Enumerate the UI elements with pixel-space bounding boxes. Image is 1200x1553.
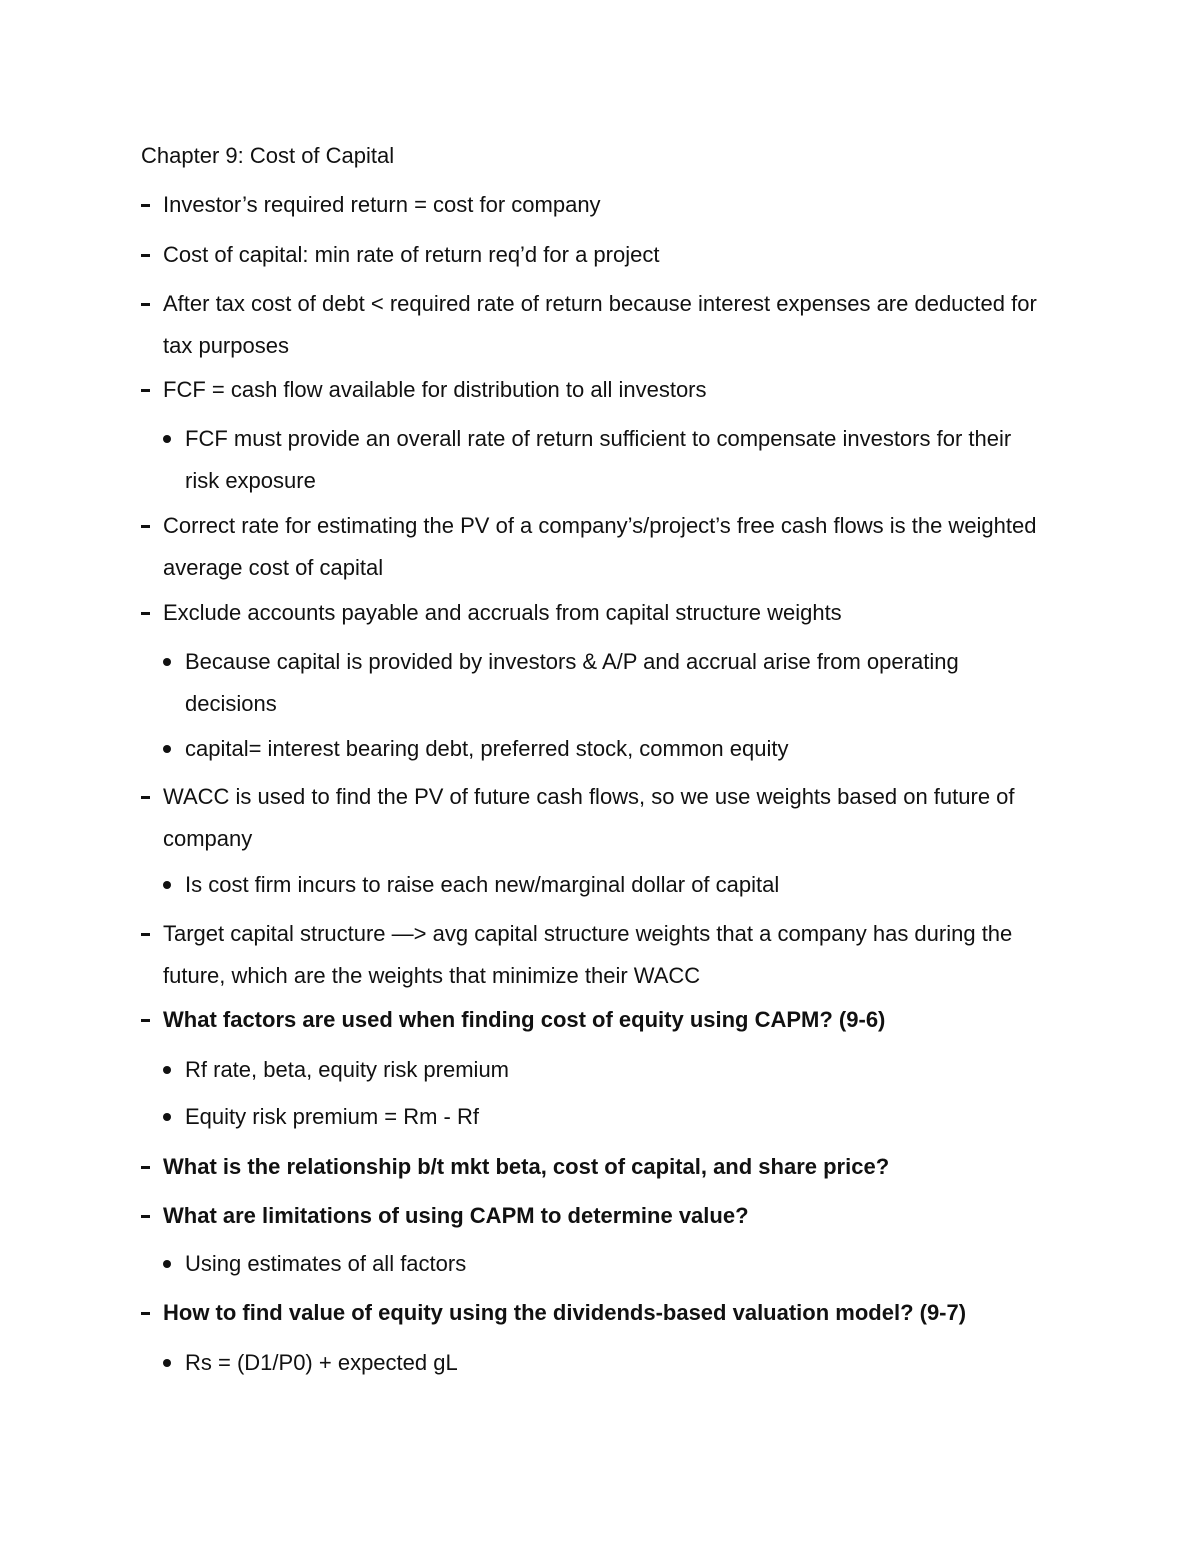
list-item-text: Rs = (D1/P0) + expected gL — [185, 1350, 458, 1375]
list-item — [141, 369, 1051, 411]
dot-bullet — [163, 1342, 185, 1384]
list-item-text: Using estimates of all factors — [185, 1251, 467, 1276]
dash-bullet — [141, 999, 163, 1041]
question-item — [141, 999, 1051, 1041]
question-item — [141, 1195, 1051, 1237]
list-item-text: FCF must provide an overall rate of return sufficient to compensate investors for their risk exposure — [185, 426, 1012, 493]
dot-bullet — [163, 1096, 185, 1138]
list-item — [141, 234, 1051, 276]
sub-list-item — [163, 641, 1051, 725]
dash-bullet — [141, 1292, 163, 1334]
sub-list-item — [163, 1342, 1051, 1384]
dot-bullet — [163, 1243, 185, 1285]
sub-list-item — [163, 864, 1051, 906]
list-item-text: After tax cost of debt < required rate of return because interest expenses are deducted for tax purposes — [163, 291, 1037, 358]
question-text: How to find value of equity using the dividends-based valuation model? (9-7) — [163, 1300, 967, 1325]
list-item-text: Because capital is provided by investors & A/P and accrual arise from operating decisions — [185, 649, 959, 716]
dash-bullet — [141, 234, 163, 276]
question-item — [141, 1146, 1051, 1188]
list-item-text: Cost of capital: min rate of return req’d for a project — [163, 242, 660, 267]
dot-bullet — [163, 728, 185, 770]
list-item-text: Is cost firm incurs to raise each new/marginal dollar of capital — [185, 872, 780, 897]
list-item-text: Investor’s required return = cost for company — [163, 192, 601, 217]
list-item — [141, 283, 1051, 367]
sub-list-item — [163, 418, 1051, 502]
dash-bullet — [141, 369, 163, 411]
dash-bullet — [141, 283, 163, 325]
list-item-text: Correct rate for estimating the PV of a company’s/project’s free cash flows is the weighted average cost of capital — [163, 513, 1037, 580]
dot-bullet — [163, 864, 185, 906]
list-item — [141, 592, 1051, 634]
list-item — [141, 184, 1051, 226]
sub-list-item — [163, 1096, 1051, 1138]
question-text: What factors are used when finding cost of equity using CAPM? (9-6) — [163, 1007, 886, 1032]
list-item — [141, 505, 1051, 589]
dot-bullet — [163, 641, 185, 683]
dash-bullet — [141, 776, 163, 818]
dash-bullet — [141, 505, 163, 547]
dot-bullet — [163, 1049, 185, 1091]
list-item-text: WACC is used to find the PV of future cash flows, so we use weights based on future of company — [163, 784, 1015, 851]
list-item-text: Rf rate, beta, equity risk premium — [185, 1057, 510, 1082]
question-text: What are limitations of using CAPM to determine value? — [163, 1203, 749, 1228]
list-item-text: FCF = cash flow available for distribution to all investors — [163, 377, 707, 402]
list-item-text: Equity risk premium = Rm - Rf — [185, 1104, 479, 1129]
list-item-text: Target capital structure —> avg capital structure weights that a company has during the future, which are the weights that minimize their WACC — [163, 921, 1013, 988]
question-text: What is the relationship b/t mkt beta, cost of capital, and share price? — [163, 1154, 890, 1179]
list-item — [141, 776, 1051, 860]
question-item — [141, 1292, 1051, 1334]
dash-bullet — [141, 184, 163, 226]
list-item-text: Exclude accounts payable and accruals from capital structure weights — [163, 600, 842, 625]
sub-list-item — [163, 728, 1051, 770]
list-item-text: capital= interest bearing debt, preferred stock, common equity — [185, 736, 789, 761]
dash-bullet — [141, 1146, 163, 1188]
sub-list-item — [163, 1243, 1051, 1285]
page-title: Chapter 9: Cost of Capital — [141, 143, 395, 168]
dash-bullet — [141, 913, 163, 955]
dash-bullet — [141, 592, 163, 634]
dash-bullet — [141, 1195, 163, 1237]
sub-list-item — [163, 1049, 1051, 1091]
list-item — [141, 913, 1051, 997]
dot-bullet — [163, 418, 185, 460]
